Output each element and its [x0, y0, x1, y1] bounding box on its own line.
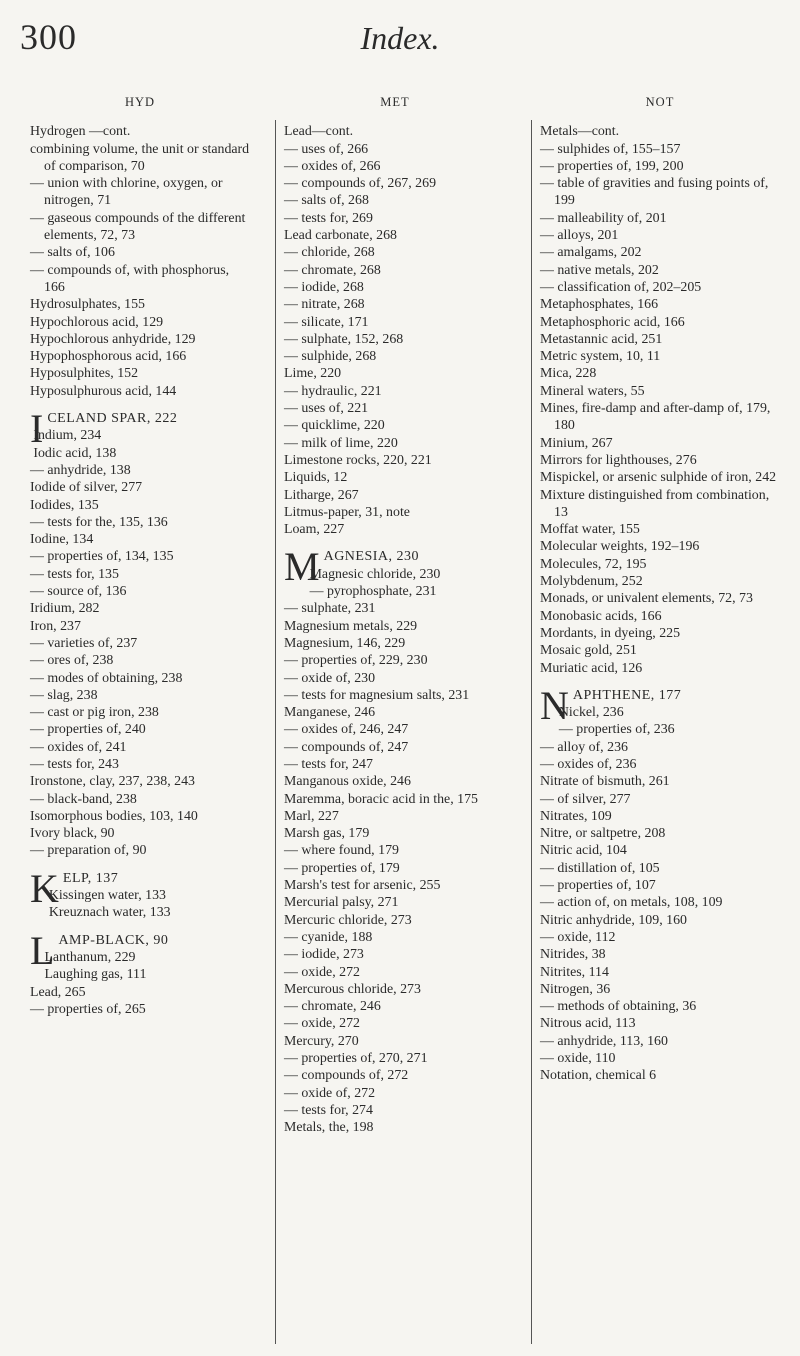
index-entry: — anhydride, 138 [30, 462, 131, 478]
index-entry: Metals—cont. [540, 124, 620, 140]
index-entry: — sulphate, 152, 268 [284, 331, 404, 347]
index-entry: — uses of, 266 [284, 141, 369, 157]
index-entry: — tests for, 247 [284, 756, 373, 772]
index-entry: — alloys, 201 [540, 228, 619, 244]
index-entry: — silicate, 171 [284, 314, 369, 330]
index-entry: — cast or pig iron, 238 [30, 705, 159, 721]
index-entry: Hydrogen —cont. [30, 124, 131, 140]
index-entry: Metals, the, 198 [284, 1120, 374, 1136]
index-entry: Notation, chemical 6 [540, 1068, 657, 1084]
index-entry: Manganous oxide, 246 [284, 774, 411, 790]
index-entry: Lime, 220 [284, 366, 342, 382]
index-entry: Limestone rocks, 220, 221 [284, 452, 432, 468]
index-entry: — properties of, 199, 200 [540, 158, 684, 174]
index-entry: — nitrate, 268 [284, 297, 365, 313]
drop-cap-letter: I [30, 406, 44, 452]
index-entry: — compounds of, 267, 269 [284, 176, 437, 192]
index-entry: — properties of, 229, 230 [284, 653, 428, 669]
index-entry: — oxide, 110 [540, 1051, 616, 1067]
index-entry: — quicklime, 220 [284, 418, 385, 434]
index-entry: Ivory black, 90 [30, 826, 115, 842]
index-entry: Nickel, 236 [558, 705, 624, 721]
index-entry: Iodic acid, 138 [33, 445, 117, 461]
entry-text: AMP-BLACK, 90 [58, 932, 169, 948]
index-entry: Iodides, 135 [30, 497, 99, 513]
column-rule [531, 120, 532, 1344]
index-entry: — properties of, 236 [558, 722, 675, 738]
index-entry: — alloy of, 236 [540, 739, 628, 755]
index-entry: — salts of, 106 [30, 245, 115, 261]
index-entry: Hydrosulphates, 155 [30, 297, 145, 313]
index-column-1 [30, 94, 250, 1018]
page-number: 300 [20, 17, 77, 57]
index-entry: Ironstone, clay, 237, 238, 243 [30, 774, 195, 790]
index-entry: Nitrites, 114 [540, 964, 609, 980]
index-entry: Hypochlorous acid, 129 [30, 314, 164, 330]
index-entry: Mordants, in dyeing, 225 [540, 625, 681, 641]
index-entry: — slag, 238 [30, 687, 98, 703]
index-entry: Iridium, 282 [30, 601, 100, 617]
index-entry: — malleability of, 201 [540, 210, 667, 226]
index-entry: — tests for, 135 [30, 566, 119, 582]
index-entry: — oxides of, 246, 247 [284, 722, 409, 738]
index-entry: Mispickel, or arsenic sulphide of iron, 242 [540, 470, 777, 486]
index-entry: — properties of, 179 [284, 860, 400, 876]
index-entry: Magnesium metals, 229 [284, 618, 418, 634]
index-entry: Nitric acid, 104 [540, 843, 627, 859]
index-entry: Litmus-paper, 31, note [284, 504, 410, 520]
index-entry: — oxide, 272 [284, 1016, 361, 1032]
index-entry: Iodide of silver, 277 [30, 480, 143, 496]
index-entry: — uses of, 221 [284, 401, 369, 417]
index-entry: — native metals, 202 [540, 262, 659, 278]
index-column-2 [284, 94, 506, 1137]
index-entry: — sulphides of, 155–157 [540, 141, 681, 157]
index-entry: Litharge, 267 [284, 487, 359, 503]
index-entry: Nitrides, 38 [540, 947, 606, 963]
index-entry: Laughing gas, 111 [44, 967, 147, 983]
index-entry: Molecular weights, 192–196 [540, 539, 700, 555]
index-entry: Mineral waters, 55 [540, 383, 645, 399]
entry-text: APHTHENE, 177 [572, 687, 682, 703]
index-entry: Lead carbonate, 268 [284, 228, 397, 244]
index-entry: — compounds of, with phosphorus, 166 [30, 262, 230, 295]
index-entry: — tests for, 243 [30, 756, 119, 772]
index-entry: Marsh's test for arsenic, 255 [284, 878, 441, 894]
index-entry: — gaseous compounds of the different elements, 72, 73 [30, 210, 246, 244]
index-entry: Monads, or univalent elements, 72, 73 [540, 591, 753, 607]
index-entry: — methods of obtaining, 36 [540, 999, 697, 1015]
index-entry: Magnesium, 146, 229 [284, 635, 406, 651]
index-entry: Iron, 237 [30, 618, 81, 634]
index-entry: Metaphosphoric acid, 166 [540, 314, 685, 330]
column-header: MET [380, 95, 410, 109]
index-entry: — hydraulic, 221 [284, 383, 382, 399]
index-entry: Mercurial palsy, 271 [284, 895, 399, 911]
index-entry: Mica, 228 [540, 366, 597, 382]
index-entry: — ores of, 238 [30, 653, 114, 669]
index-entry: Nitrogen, 36 [540, 981, 611, 997]
index-entry: Nitrates, 109 [540, 808, 612, 824]
index-entry: combining volume, the unit or standard of comparison, 70 [30, 141, 250, 174]
index-entry: Mosaic gold, 251 [540, 643, 637, 659]
index-entry: — properties of, 107 [540, 878, 656, 894]
entry-text: CELAND SPAR, 222 [47, 411, 178, 427]
index-entry: — black-band, 238 [30, 791, 137, 807]
index-entry: — milk of lime, 220 [284, 435, 398, 451]
index-entry: Isomorphous bodies, 103, 140 [30, 808, 198, 824]
index-entry: — of silver, 277 [540, 791, 631, 807]
drop-cap-letter: L [30, 927, 55, 973]
index-entry: — classification of, 202–205 [540, 279, 702, 295]
index-entry: Marsh gas, 179 [284, 826, 370, 842]
index-entry: Iodine, 134 [30, 532, 94, 548]
index-entry: — tests for, 274 [284, 1102, 373, 1118]
index-entry: — sulphate, 231 [284, 601, 376, 617]
index-entry: Hyposulphurous acid, 144 [30, 383, 177, 399]
index-entry: Mixture distinguished from combination, 13 [540, 487, 770, 520]
index-entry: — iodide, 273 [284, 947, 364, 963]
column-header: HYD [124, 95, 156, 109]
index-entry: — chloride, 268 [284, 245, 375, 261]
index-entry: Mirrors for lighthouses, 276 [540, 452, 697, 468]
index-column-3 [540, 94, 780, 1085]
index-entry: Lead—cont. [284, 124, 354, 140]
index-entry: Loam, 227 [284, 522, 345, 538]
index-entry: — oxides of, 266 [284, 158, 381, 174]
index-entry: — tests for, 269 [284, 210, 373, 226]
index-entry: — amalgams, 202 [540, 245, 642, 261]
index-entry: Mines, fire-damp and after-damp of, 179, 180 [540, 401, 771, 434]
index-entry: Kreuznach water, 133 [48, 905, 171, 921]
index-entry: — distillation of, 105 [540, 860, 660, 876]
index-entry: Mercurous chloride, 273 [284, 981, 421, 997]
index-entry: — chromate, 246 [284, 999, 381, 1015]
index-entry: Mercury, 270 [284, 1033, 359, 1049]
index-entry: Lead, 265 [30, 984, 86, 1000]
index-entry: — tests for magnesium salts, 231 [284, 687, 470, 703]
index-entry: Metric system, 10, 11 [540, 349, 661, 365]
index-entry: — oxide, 272 [284, 964, 361, 980]
index-entry: Magnesic chloride, 230 [309, 566, 441, 582]
index-entry: — iodide, 268 [284, 279, 364, 295]
index-entry: — pyrophosphate, 231 [309, 584, 437, 600]
index-entry: — cyanide, 188 [284, 929, 373, 945]
column-rule [275, 120, 276, 1344]
index-entry: — chromate, 268 [284, 262, 381, 278]
index-entry: — table of gravities and fusing points of, 199 [540, 176, 769, 209]
index-entry: Metastannic acid, 251 [540, 331, 663, 347]
index-entry: — source of, 136 [30, 584, 127, 600]
index-entry: Marl, 227 [284, 808, 339, 824]
index-entry: — oxides of, 241 [30, 739, 127, 755]
index-entry: — anhydride, 113, 160 [540, 1033, 668, 1049]
entry-text: ELP, 137 [62, 870, 119, 886]
index-entry: — preparation of, 90 [30, 843, 147, 859]
index-entry: Liquids, 12 [284, 470, 348, 486]
index-entry: Maremma, boracic acid in the, 175 [284, 791, 479, 807]
index-entry: Manganese, 246 [284, 705, 376, 721]
index-entry: Metaphosphates, 166 [540, 297, 659, 313]
index-entry: Nitric anhydride, 109, 160 [540, 912, 687, 928]
index-entry: Kissingen water, 133 [48, 888, 166, 904]
index-entry: — properties of, 240 [30, 722, 146, 738]
index-entry: — where found, 179 [284, 843, 399, 859]
index-entry: — properties of, 270, 271 [284, 1051, 428, 1067]
index-entry: Muriatic acid, 126 [540, 660, 643, 676]
index-entry: — compounds of, 272 [284, 1068, 409, 1084]
entry-text: AGNESIA, 230 [323, 549, 420, 565]
drop-cap-letter: M [284, 544, 320, 590]
index-entry: — oxide of, 230 [284, 670, 376, 686]
index-entry: — tests for the, 135, 136 [30, 514, 168, 530]
drop-cap-letter: N [540, 682, 569, 728]
index-entry: Moffat water, 155 [540, 522, 640, 538]
index-entry: — compounds of, 247 [284, 739, 409, 755]
index-entry: Lanthanum, 229 [44, 949, 136, 965]
drop-cap-letter: K [30, 865, 59, 911]
index-entry: — salts of, 268 [284, 193, 369, 209]
index-entry: Hyposulphites, 152 [30, 366, 139, 382]
index-entry: Minium, 267 [540, 435, 613, 451]
index-entry: Mercuric chloride, 273 [284, 912, 412, 928]
index-entry: Nitre, or saltpetre, 208 [540, 826, 666, 842]
index-entry: Monobasic acids, 166 [540, 608, 662, 624]
index-entry: — sulphide, 268 [284, 349, 377, 365]
index-entry: Indium, 234 [33, 428, 102, 444]
index-entry: — action of, on metals, 108, 109 [540, 895, 723, 911]
index-entry: Hypophosphorous acid, 166 [30, 349, 187, 365]
index-entry: — oxide, 112 [540, 929, 616, 945]
index-entry: — properties of, 265 [30, 1001, 146, 1017]
page-title: Index. [360, 20, 440, 56]
index-entry: Hypochlorous anhydride, 129 [30, 331, 196, 347]
index-entry: Nitrous acid, 113 [540, 1016, 636, 1032]
index-entry: — properties of, 134, 135 [30, 549, 174, 565]
index-entry: Nitrate of bismuth, 261 [540, 774, 670, 790]
index-entry: Molybdenum, 252 [540, 574, 643, 590]
index-entry: Molecules, 72, 195 [540, 556, 647, 572]
index-entry: — modes of obtaining, 238 [30, 670, 183, 686]
column-header: NOT [645, 95, 675, 109]
index-entry: — oxide of, 272 [284, 1085, 376, 1101]
index-entry: — union with chlorine, oxygen, or nitrogen, 71 [30, 176, 223, 209]
index-entry: — varieties of, 237 [30, 635, 138, 651]
index-entry: — oxides of, 236 [540, 756, 637, 772]
